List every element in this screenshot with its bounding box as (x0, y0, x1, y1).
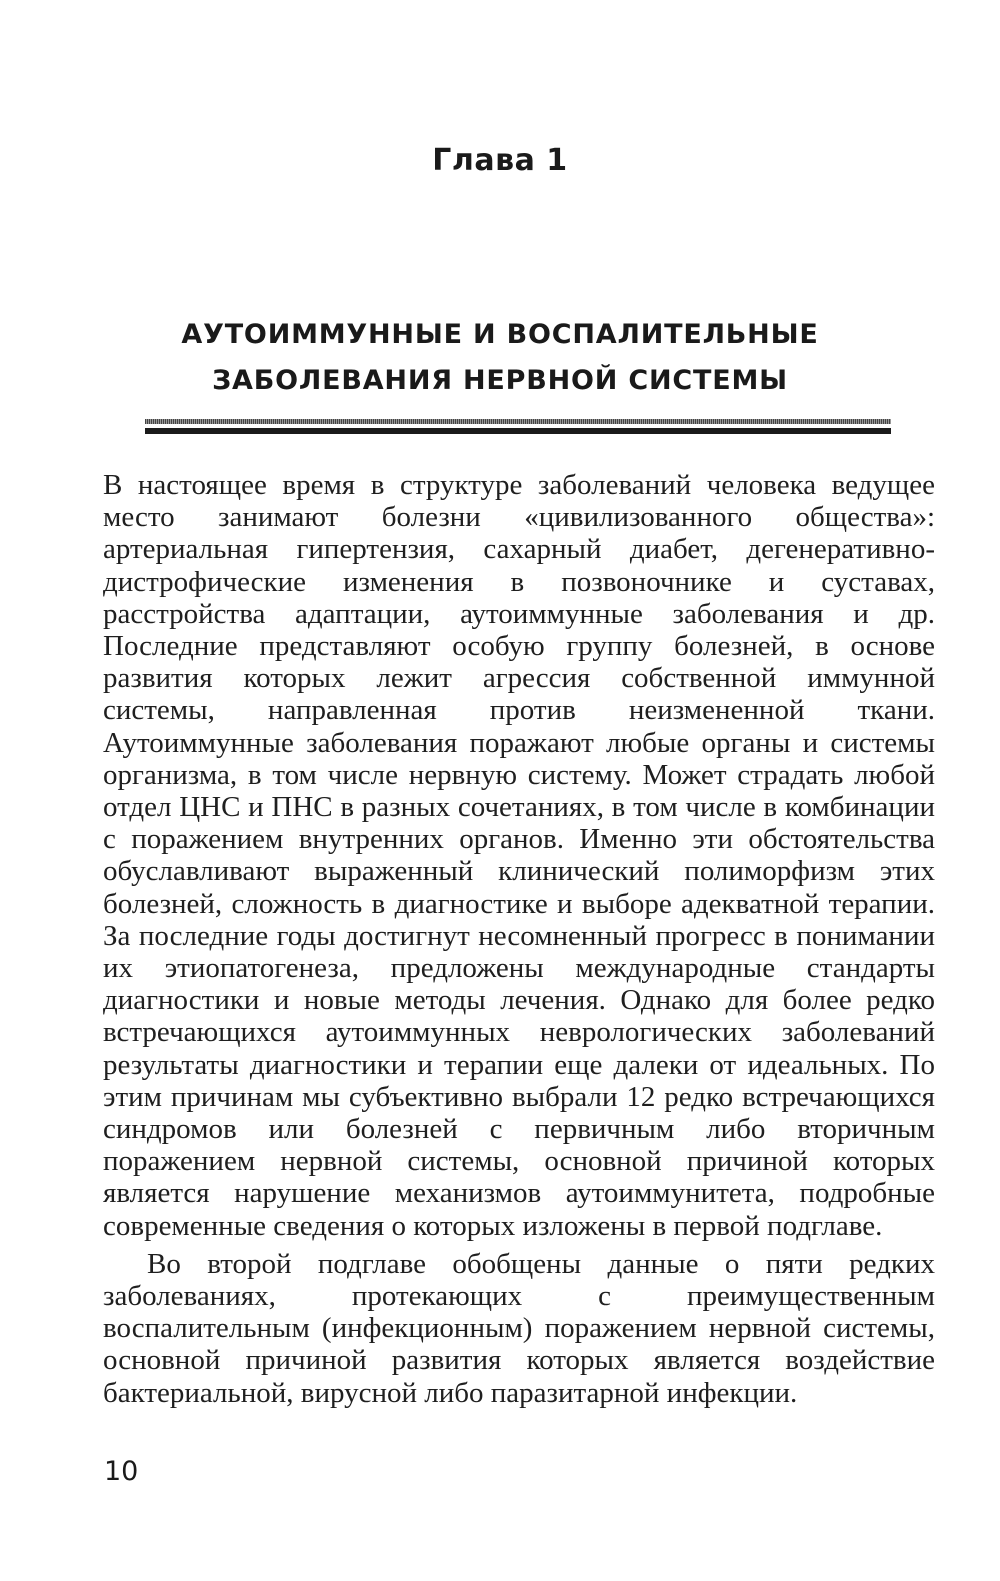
page-number: 10 (104, 1456, 139, 1487)
title-rule-thick (145, 428, 891, 434)
chapter-title-line-2: ЗАБОЛЕВАНИЯ НЕРВНОЙ СИСТЕМЫ (212, 365, 788, 396)
title-rule-thin (145, 419, 891, 424)
paragraph-1: В настоящее время в структуре заболеваний человека ведущее место занимают болезни «цивилизованного общества»: артериальная гипертензия, сахарный диабет, дегенеративно-дистрофические изменения в позвоночнике и суставах, расстройства адаптации, аутоиммунные заболевания и др. Последние представляют особую группу болезней, в основе развития которых лежит агрессия собственной иммунной системы, направленная против неизмененной ткани. Аутоиммунные заболевания поражают любые органы и системы организма, в том числе нервную систему. Может страдать любой отдел ЦНС и ПНС в разных сочетаниях, в том числе в комбинации с поражением внутренних органов. Именно эти обстоятельства обуславливают выраженный клинический полиморфизм этих болезней, сложность в диагностике и выборе адекватной терапии. За последние годы достигнут несомненный прогресс в понимании их этиопатогенеза, предложены международные стандарты диагностики и новые методы лечения. Однако для более редко встречающихся аутоиммунных неврологических заболеваний результаты диагностики и терапии еще далеки от идеальных. По этим причинам мы субъективно выбрали 12 редко встречающихся синдромов или болезней с первичным либо вторичным поражением нервной системы, основной причиной которых является нарушение механизмов аутоиммунитета, подробные современные сведения о которых изложены в первой подглаве. (103, 469, 935, 1242)
chapter-label: Глава 1 (432, 143, 568, 178)
paragraph-2: Во второй подглаве обобщены данные о пяти редких заболеваниях, протекающих с преимущественным воспалительным (инфекционным) поражением нервной системы, основной причиной развития которых является воздействие бактериальной, вирусной либо паразитарной инфекции. (103, 1247, 935, 1409)
chapter-title (0, 312, 1000, 404)
body-text (103, 469, 935, 1409)
chapter-title-line-1: АУТОИММУННЫЕ И ВОСПАЛИТЕЛЬНЫЕ (181, 319, 819, 350)
